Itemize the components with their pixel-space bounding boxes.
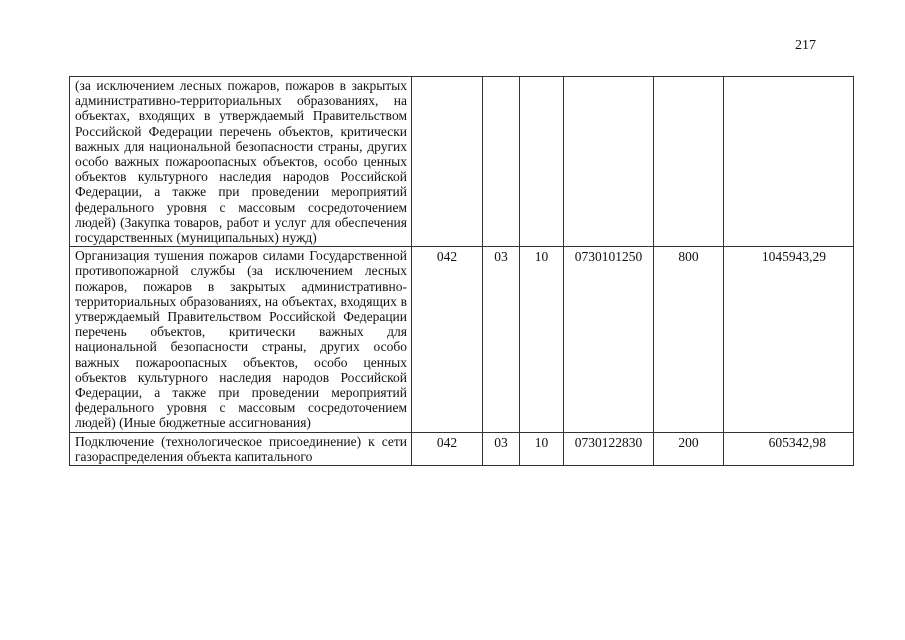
row-target-code: 0730122830: [564, 432, 654, 465]
budget-table: [69, 76, 854, 466]
row-target-code: [564, 77, 654, 247]
row-ministry-code: 042: [412, 432, 483, 465]
row-subsection-code: 10: [520, 432, 564, 465]
page-number: 217: [795, 38, 816, 53]
row-expense-type: 200: [654, 432, 724, 465]
row-amount: 1045943,29: [724, 247, 854, 432]
row-ministry-code: [412, 77, 483, 247]
table-row: [70, 432, 854, 465]
row-description: (за исключением лесных пожаров, пожаров в закрытых административно-территориальных образованиях, на объектах, входящих в утверждаемый Правительством Российской Федерации перечень объектов, критически важных для национальной безопасности страны, других особо важных пожароопасных объектов, особо ценных объектов культурного наследия народов Российской Федерации, а также при проведении мероприятий федерального уровня с массовым сосредоточением людей) (Закупка товаров, работ и услуг для обеспечения государственных (муниципальных) нужд): [70, 77, 412, 247]
row-expense-type: [654, 77, 724, 247]
row-subsection-code: 10: [520, 247, 564, 432]
row-ministry-code: 042: [412, 247, 483, 432]
row-description: Организация тушения пожаров силами Государственной противопожарной службы (за исключением лесных пожаров, пожаров в закрытых административно-территориальных образованиях, на объектах, входящих в утверждаемый Правительством Российской Федерации перечень объектов, критически важных для национальной безопасности страны, других особо важных пожароопасных объектов, особо ценных объектов культурного наследия народов Российской Федерации, а также при проведении мероприятий федерального уровня с массовым сосредоточением людей) (Иные бюджетные ассигнования): [70, 247, 412, 432]
row-expense-type: 800: [654, 247, 724, 432]
row-amount: 605342,98: [724, 432, 854, 465]
row-description: [70, 432, 412, 465]
table-row: [70, 247, 854, 432]
row-amount: [724, 77, 854, 247]
table-row: [70, 77, 854, 247]
row-subsection-code: [520, 77, 564, 247]
row-section-code: 03: [483, 247, 520, 432]
row-target-code: 0730101250: [564, 247, 654, 432]
row-section-code: 03: [483, 432, 520, 465]
row-section-code: [483, 77, 520, 247]
row-description-text: Подключение (технологическое присоединение) к сети газораспределения объекта капитального: [75, 433, 407, 464]
